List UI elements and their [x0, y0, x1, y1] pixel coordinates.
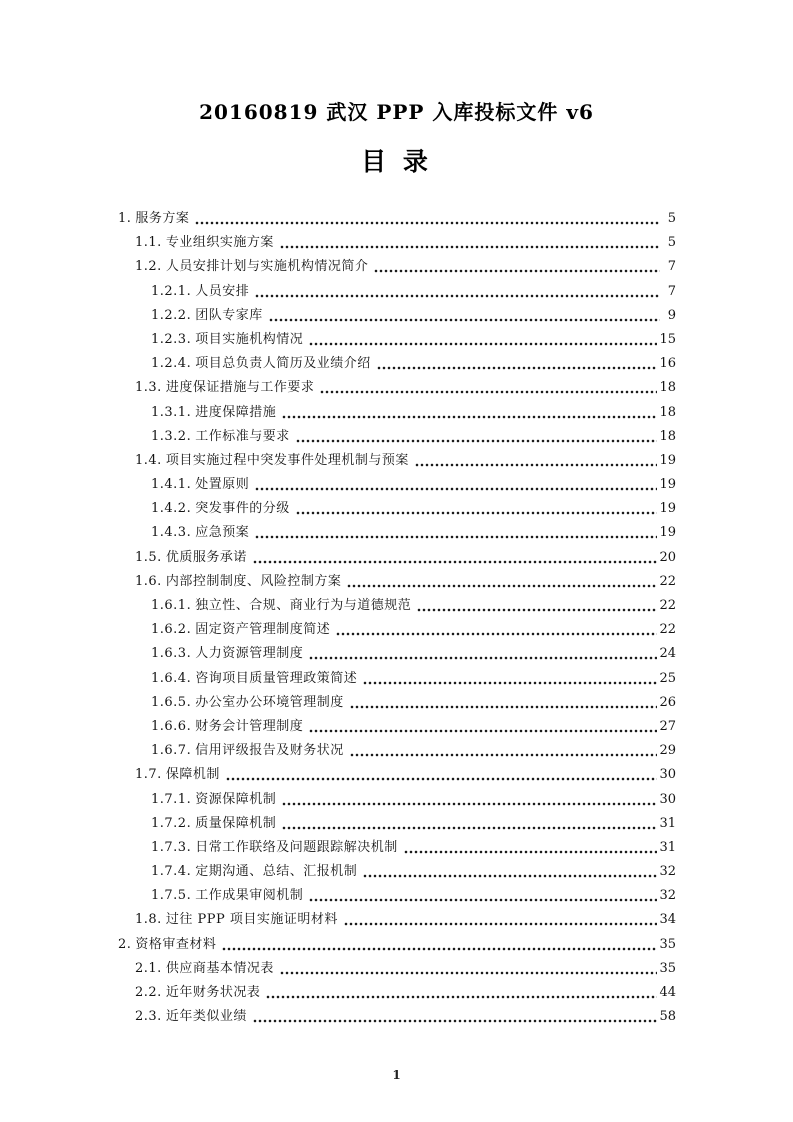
toc-entry-number: 1.4.: [135, 452, 162, 468]
toc-entry-number: 1.4.1.: [151, 477, 192, 493]
toc-entry-label: [151, 715, 303, 739]
toc-entry-label: [135, 376, 314, 400]
toc-entry-number: 1.: [118, 211, 132, 226]
toc-entry: [118, 255, 676, 279]
toc-list: [118, 207, 676, 1029]
dot-leader: [253, 1005, 658, 1029]
toc-entry: [118, 594, 676, 618]
toc-entry: [118, 207, 676, 231]
toc-entry-page: 5: [667, 211, 676, 226]
toc-entry-label: [151, 884, 303, 908]
toc-entry-title: 服务方案: [135, 211, 190, 226]
dot-leader: [374, 255, 660, 279]
toc-entry: [118, 836, 676, 860]
toc-entry-number: 1.7.2.: [151, 815, 192, 831]
toc-entry-title: 内部控制制度、风险控制方案: [165, 573, 342, 589]
dot-leader: [350, 739, 658, 763]
dot-leader: [417, 594, 657, 618]
dot-leader: [296, 425, 658, 449]
dot-leader: [363, 860, 657, 884]
dot-leader: [255, 280, 660, 304]
toc-entry-title: 办公室办公环境管理制度: [195, 694, 344, 710]
toc-entry-label: [151, 401, 276, 425]
toc-entry: [118, 1005, 676, 1029]
dot-leader: [320, 376, 657, 400]
toc-entry-page: 18: [659, 404, 676, 420]
toc-entry-page: 18: [659, 428, 676, 444]
document-title: 20160819 武汉 PPP 入库投标文件 v6: [199, 100, 594, 124]
toc-entry-number: 1.6.1.: [151, 598, 192, 613]
toc-entry-page: 26: [659, 694, 676, 710]
toc-entry-page: 44: [659, 985, 676, 1000]
toc-entry: [118, 860, 676, 884]
dot-leader: [344, 908, 658, 932]
toc-entry-label: [151, 739, 344, 763]
dot-leader: [266, 981, 657, 1005]
toc-entry-label: [151, 836, 398, 860]
toc-entry: [118, 401, 676, 425]
toc-entry-title: 供应商基本情况表: [165, 960, 274, 976]
toc-entry: [118, 957, 676, 981]
toc-entry-page: 9: [667, 307, 676, 323]
toc-entry-label: [151, 497, 290, 521]
dot-leader: [269, 304, 660, 328]
toc-entry-title: 项目总负责人简历及业绩介绍: [195, 356, 371, 372]
toc-entry-page: 18: [659, 380, 676, 396]
dot-leader: [309, 328, 657, 352]
toc-entry-page: 19: [659, 501, 676, 517]
toc-entry-number: 1.2.2.: [151, 307, 192, 323]
toc-entry-number: 2.3.: [135, 1009, 162, 1025]
toc-entry: [118, 812, 676, 836]
toc-entry: [118, 933, 676, 957]
toc-entry: [118, 328, 676, 352]
toc-entry-title: 进度保障措施: [195, 404, 277, 420]
toc-entry-title: 人员安排计划与实施机构情况简介: [165, 259, 369, 275]
toc-entry-page: 32: [659, 864, 676, 880]
toc-entry-title: 项目实施过程中突发事件处理机制与预案: [165, 452, 409, 468]
footer-page-number: 1: [392, 1068, 401, 1082]
toc-entry-page: 15: [659, 331, 676, 347]
toc-entry-label: [151, 594, 411, 618]
toc-entry-number: 1.2.1.: [151, 283, 192, 299]
dot-leader: [226, 763, 658, 787]
dot-leader: [255, 521, 657, 545]
dot-leader: [253, 546, 658, 570]
dot-leader: [347, 570, 657, 594]
toc-entry: [118, 376, 676, 400]
toc-entry-number: 1.6.: [135, 573, 162, 589]
toc-entry-page: 25: [659, 670, 676, 686]
toc-entry-title: 项目实施机构情况: [195, 331, 304, 347]
toc-entry-label: [118, 207, 189, 231]
toc-entry-title: 近年类似业绩: [165, 1009, 247, 1025]
toc-entry: [118, 473, 676, 497]
toc-entry-number: 1.3.2.: [151, 428, 192, 444]
toc-entry-page: 22: [659, 622, 676, 638]
toc-entry: [118, 449, 676, 473]
toc-entry-page: 16: [659, 356, 676, 372]
toc-entry-page: 19: [659, 452, 676, 468]
toc-entry-page: 30: [659, 791, 676, 807]
toc-entry: [118, 715, 676, 739]
toc-entry-label: [135, 1005, 247, 1029]
dot-leader: [255, 473, 657, 497]
toc-entry-label: [135, 957, 274, 981]
toc-entry-title: 咨询项目质量管理政策简述: [195, 670, 358, 686]
toc-entry-number: 1.3.1.: [151, 404, 192, 420]
toc-entry-title: 人员安排: [195, 283, 250, 299]
toc-entry-number: 2.: [118, 936, 132, 952]
toc-entry-number: 1.3.: [135, 380, 162, 396]
toc-entry-page: 22: [659, 598, 676, 613]
dot-leader: [282, 401, 657, 425]
toc-entry-label: [151, 280, 249, 304]
toc-entry-title: 资源保障机制: [195, 791, 277, 807]
toc-entry: [118, 304, 676, 328]
toc-entry-title: 工作标准与要求: [195, 428, 290, 444]
toc-entry: [118, 231, 676, 255]
toc-entry-page: 31: [659, 815, 676, 831]
toc-entry-title: 财务会计管理制度: [195, 718, 304, 734]
toc-entry-title: 应急预案: [195, 525, 250, 541]
toc-entry-page: 30: [659, 767, 676, 783]
toc-entry-page: 20: [659, 549, 676, 565]
dot-leader: [404, 836, 658, 860]
toc-entry-page: 7: [667, 259, 676, 275]
toc-entry-title: 突发事件的分级: [195, 501, 290, 517]
toc-heading: 目 录: [361, 147, 432, 176]
toc-entry-number: 1.7.5.: [151, 888, 192, 904]
toc-entry-page: 22: [659, 573, 676, 589]
toc-entry-title: 过往 PPP 项目实施证明材料: [165, 912, 338, 928]
toc-entry-label: [151, 304, 263, 328]
toc-entry-label: [151, 328, 303, 352]
toc-entry-number: 1.7.1.: [151, 791, 192, 807]
toc-entry-number: 1.6.3.: [151, 646, 192, 662]
toc-entry-label: [151, 642, 303, 666]
toc-entry-label: [151, 788, 276, 812]
toc-entry-label: [135, 981, 260, 1005]
toc-entry-number: 1.6.6.: [151, 718, 192, 734]
toc-entry-page: 19: [659, 477, 676, 493]
toc-entry-number: 2.1.: [135, 960, 162, 976]
toc-entry-label: [135, 449, 409, 473]
dot-leader: [222, 933, 657, 957]
toc-entry: [118, 667, 676, 691]
toc-entry-number: 1.2.4.: [151, 356, 192, 372]
toc-entry-number: 1.7.: [135, 767, 162, 783]
dot-leader: [377, 352, 658, 376]
dot-leader: [280, 231, 660, 255]
dot-leader: [309, 884, 657, 908]
toc-entry-title: 团队专家库: [195, 307, 263, 323]
dot-leader: [282, 812, 657, 836]
toc-entry-number: 1.1.: [135, 235, 162, 251]
toc-entry-page: 7: [667, 283, 676, 299]
toc-entry: [118, 739, 676, 763]
toc-entry-number: 1.6.5.: [151, 694, 192, 710]
toc-entry-title: 资格审查材料: [135, 936, 217, 952]
toc-entry: [118, 546, 676, 570]
toc-entry: [118, 352, 676, 376]
dot-leader: [336, 618, 657, 642]
toc-entry-label: [151, 812, 276, 836]
toc-entry-page: 5: [667, 235, 676, 251]
dot-leader: [415, 449, 658, 473]
toc-entry-title: 处置原则: [195, 477, 250, 493]
toc-entry-number: 1.6.7.: [151, 743, 192, 759]
dot-leader: [309, 715, 657, 739]
toc-entry: [118, 981, 676, 1005]
toc-entry-page: 24: [659, 646, 676, 662]
dot-leader: [350, 691, 658, 715]
toc-entry: [118, 497, 676, 521]
toc-entry-title: 进度保证措施与工作要求: [165, 380, 315, 396]
toc-entry-title: 专业组织实施方案: [165, 235, 274, 251]
dot-leader: [195, 207, 660, 231]
dot-leader: [280, 957, 658, 981]
toc-entry-title: 信用评级报告及财务状况: [195, 743, 344, 759]
toc-entry-label: [151, 352, 371, 376]
toc-entry-label: [151, 667, 357, 691]
toc-entry-number: 1.4.3.: [151, 525, 192, 541]
toc-entry-number: 1.7.4.: [151, 864, 192, 880]
toc-entry-title: 近年财务状况表: [165, 985, 261, 1000]
dot-leader: [309, 642, 657, 666]
toc-entry-page: 31: [659, 839, 676, 855]
toc-entry-label: [151, 473, 249, 497]
toc-entry-label: [151, 425, 290, 449]
toc-entry-number: 1.8.: [135, 912, 162, 928]
toc-entry-page: 35: [659, 960, 676, 976]
toc-entry: [118, 908, 676, 932]
toc-entry: [118, 280, 676, 304]
toc-entry-title: 独立性、合规、商业行为与道德规范: [195, 598, 412, 613]
toc-entry-title: 优质服务承诺: [165, 549, 247, 565]
toc-entry-number: 1.2.: [135, 259, 162, 275]
toc-entry-title: 人力资源管理制度: [195, 646, 304, 662]
toc-entry-label: [135, 908, 338, 932]
toc-entry-number: 1.2.3.: [151, 331, 192, 347]
toc-entry-number: 1.7.3.: [151, 839, 192, 855]
dot-leader: [363, 667, 657, 691]
toc-entry-title: 保障机制: [165, 767, 220, 783]
toc-entry-number: 1.6.2.: [151, 622, 192, 638]
toc-entry: [118, 691, 676, 715]
toc-entry-page: 58: [659, 1009, 676, 1025]
toc-entry: [118, 884, 676, 908]
toc-entry: [118, 570, 676, 594]
toc-entry-number: 1.6.4.: [151, 670, 192, 686]
toc-entry-page: 29: [659, 743, 676, 759]
toc-entry-page: 32: [659, 888, 676, 904]
toc-entry: [118, 618, 676, 642]
toc-entry-number: 1.4.2.: [151, 501, 192, 517]
toc-entry: [118, 425, 676, 449]
toc-entry-number: 2.2.: [135, 985, 162, 1000]
toc-entry-label: [151, 618, 330, 642]
toc-entry-label: [151, 691, 344, 715]
dot-leader: [296, 497, 658, 521]
toc-entry: [118, 521, 676, 545]
toc-entry-page: 27: [659, 718, 676, 734]
toc-entry-page: 34: [659, 912, 676, 928]
toc-entry-label: [118, 933, 216, 957]
toc-entry-label: [135, 255, 368, 279]
toc-entry-title: 质量保障机制: [195, 815, 277, 831]
toc-entry-page: 19: [659, 525, 676, 541]
toc-entry-label: [135, 546, 247, 570]
toc-entry: [118, 788, 676, 812]
toc-entry-title: 日常工作联络及问题跟踪解决机制: [195, 839, 398, 855]
toc-entry-label: [135, 763, 220, 787]
toc-entry: [118, 642, 676, 666]
toc-entry-label: [151, 860, 357, 884]
toc-entry-title: 定期沟通、总结、汇报机制: [195, 864, 358, 880]
toc-entry-number: 1.5.: [135, 549, 162, 565]
dot-leader: [282, 788, 657, 812]
toc-entry-title: 工作成果审阅机制: [195, 888, 304, 904]
toc-entry-label: [151, 521, 249, 545]
toc-entry-page: 35: [659, 936, 676, 952]
toc-entry: [118, 763, 676, 787]
toc-entry-label: [135, 231, 274, 255]
toc-entry-label: [135, 570, 341, 594]
toc-entry-title: 固定资产管理制度简述: [195, 622, 331, 638]
